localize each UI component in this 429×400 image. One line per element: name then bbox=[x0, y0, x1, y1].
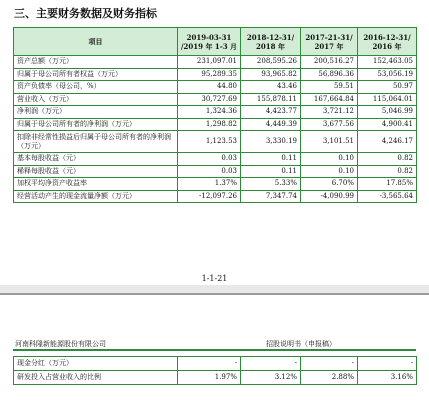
table-row bbox=[14, 106, 417, 119]
cell-value: 2.88% bbox=[301, 371, 358, 385]
cell-value: 0.82 bbox=[358, 153, 417, 166]
cell-value: 3,330.19 bbox=[241, 131, 301, 153]
row-label: 基本每股收益（元） bbox=[14, 153, 178, 166]
cell-value: 152,463.05 bbox=[358, 56, 417, 69]
cell-value: 0.10 bbox=[301, 165, 358, 178]
cell-value: 5,046.99 bbox=[358, 106, 417, 119]
table-row bbox=[14, 178, 417, 191]
page-break-line bbox=[0, 293, 429, 295]
table-row bbox=[14, 357, 417, 371]
table-row bbox=[14, 93, 417, 106]
header-col-2019q1-line2: /2019 年 1-3 月 bbox=[181, 41, 237, 51]
cell-value: 5.33% bbox=[241, 178, 301, 191]
cell-value: 4,246.17 bbox=[358, 131, 417, 153]
cell-value: -3,565.64 bbox=[358, 190, 417, 203]
header-col-2019q1-line1: 2019-03-31 bbox=[186, 32, 232, 42]
cell-value: 1.97% bbox=[178, 371, 241, 385]
cell-value: 7,347.74 bbox=[241, 190, 301, 203]
row-label: 经营活动产生的现金流量净额（万元） bbox=[14, 190, 178, 203]
header-col-2017-line2: 2017 年 bbox=[314, 41, 344, 51]
cell-value: - bbox=[241, 357, 301, 371]
table-header-row bbox=[14, 28, 417, 56]
cell-value: 1.37% bbox=[178, 178, 241, 191]
cell-value: 4,900.41 bbox=[358, 118, 417, 131]
cell-value: 0.03 bbox=[178, 153, 241, 166]
row-label: 归属于母公司所有者的净利润（万元） bbox=[14, 118, 178, 131]
table-row bbox=[14, 68, 417, 81]
row-label: 资产负债率（母公司，%） bbox=[14, 81, 178, 94]
header-col-2017 bbox=[301, 28, 358, 56]
cell-value: 6.70% bbox=[301, 178, 358, 191]
financial-data-table bbox=[13, 27, 417, 203]
cell-value: 43.46 bbox=[241, 81, 301, 94]
cell-value: 59.51 bbox=[301, 81, 358, 94]
company-name: 河南科隆新能源股份有限公司 bbox=[15, 340, 106, 348]
cell-value: 1,324.36 bbox=[178, 106, 241, 119]
table-row bbox=[14, 190, 417, 203]
cell-value: 95,289.35 bbox=[178, 68, 241, 81]
table-row bbox=[14, 131, 417, 153]
cell-value: 53,056.19 bbox=[358, 68, 417, 81]
row-label: 营业收入（万元） bbox=[14, 93, 178, 106]
cell-value: 0.11 bbox=[241, 153, 301, 166]
header-col-2018 bbox=[241, 28, 301, 56]
table-row bbox=[14, 81, 417, 94]
table-row bbox=[14, 153, 417, 166]
cell-value: - bbox=[301, 357, 358, 371]
row-label: 加权平均净资产收益率 bbox=[14, 178, 178, 191]
cell-value: 167,664.84 bbox=[301, 93, 358, 106]
cell-value: 3.12% bbox=[241, 371, 301, 385]
header-col-2018-line2: 2018 年 bbox=[256, 41, 285, 51]
row-label: 稀释每股收益（元） bbox=[14, 165, 178, 178]
header-col-2016-line1: 2016-12-31/ bbox=[363, 32, 411, 42]
section-heading: 三、主要财务数据及财务指标 bbox=[14, 7, 157, 20]
cell-value: 115,064.01 bbox=[358, 93, 417, 106]
cell-value: 200,516.27 bbox=[301, 56, 358, 69]
table-row bbox=[14, 371, 417, 385]
cell-value: - bbox=[178, 357, 241, 371]
cell-value: 4,449.39 bbox=[241, 118, 301, 131]
cell-value: 0.03 bbox=[178, 165, 241, 178]
row-label: 净利润（万元） bbox=[14, 106, 178, 119]
table-row bbox=[14, 118, 417, 131]
header-col-2019q1 bbox=[178, 28, 241, 56]
cell-value: 1,123.53 bbox=[178, 131, 241, 153]
cell-value: 3,677.56 bbox=[301, 118, 358, 131]
row-label: 研发投入占营业收入的比例 bbox=[14, 371, 178, 385]
cell-value: 93,965.82 bbox=[241, 68, 301, 81]
cell-value: 0.11 bbox=[241, 165, 301, 178]
cell-value: 3.16% bbox=[358, 371, 417, 385]
cell-value: -4,090.99 bbox=[301, 190, 358, 203]
page-break bbox=[0, 285, 429, 293]
cell-value: - bbox=[358, 357, 417, 371]
header-col-2016-line2: 2016 年 bbox=[372, 41, 402, 51]
document-type: 招股说明书（申报稿） bbox=[266, 340, 336, 348]
row-label: 扣除非经常性损益后归属于母公司所有者的净利润（万元） bbox=[14, 131, 178, 153]
table-row bbox=[14, 165, 417, 178]
cell-value: 4,423.77 bbox=[241, 106, 301, 119]
header-rule bbox=[13, 349, 416, 351]
cell-value: 155,878.11 bbox=[241, 93, 301, 106]
cell-value: 30,727.69 bbox=[178, 93, 241, 106]
continued-table bbox=[13, 356, 417, 385]
cell-value: 208,595.26 bbox=[241, 56, 301, 69]
cell-value: 3,721.12 bbox=[301, 106, 358, 119]
header-col-2018-line1: 2018-12-31/ bbox=[246, 32, 295, 42]
header-col-2016 bbox=[358, 28, 417, 56]
cell-value: 0.82 bbox=[358, 165, 417, 178]
cell-value: 44.80 bbox=[178, 81, 241, 94]
cell-value: 0.10 bbox=[301, 153, 358, 166]
row-label: 现金分红（万元） bbox=[14, 357, 178, 371]
cell-value: 231,097.01 bbox=[178, 56, 241, 69]
cell-value: -12,097.26 bbox=[178, 190, 241, 203]
page-number: 1-1-21 bbox=[201, 274, 228, 283]
row-label: 资产总额（万元） bbox=[14, 56, 178, 69]
header-item: 项目 bbox=[14, 28, 178, 56]
cell-value: 17.85% bbox=[358, 178, 417, 191]
header-col-2017-line1: 2017-21-31/ bbox=[305, 32, 353, 42]
cell-value: 50.97 bbox=[358, 81, 417, 94]
cell-value: 3,101.51 bbox=[301, 131, 358, 153]
row-label: 归属于母公司所有者权益（万元） bbox=[14, 68, 178, 81]
cell-value: 1,298.82 bbox=[178, 118, 241, 131]
cell-value: 56,896.36 bbox=[301, 68, 358, 81]
table-row bbox=[14, 56, 417, 69]
